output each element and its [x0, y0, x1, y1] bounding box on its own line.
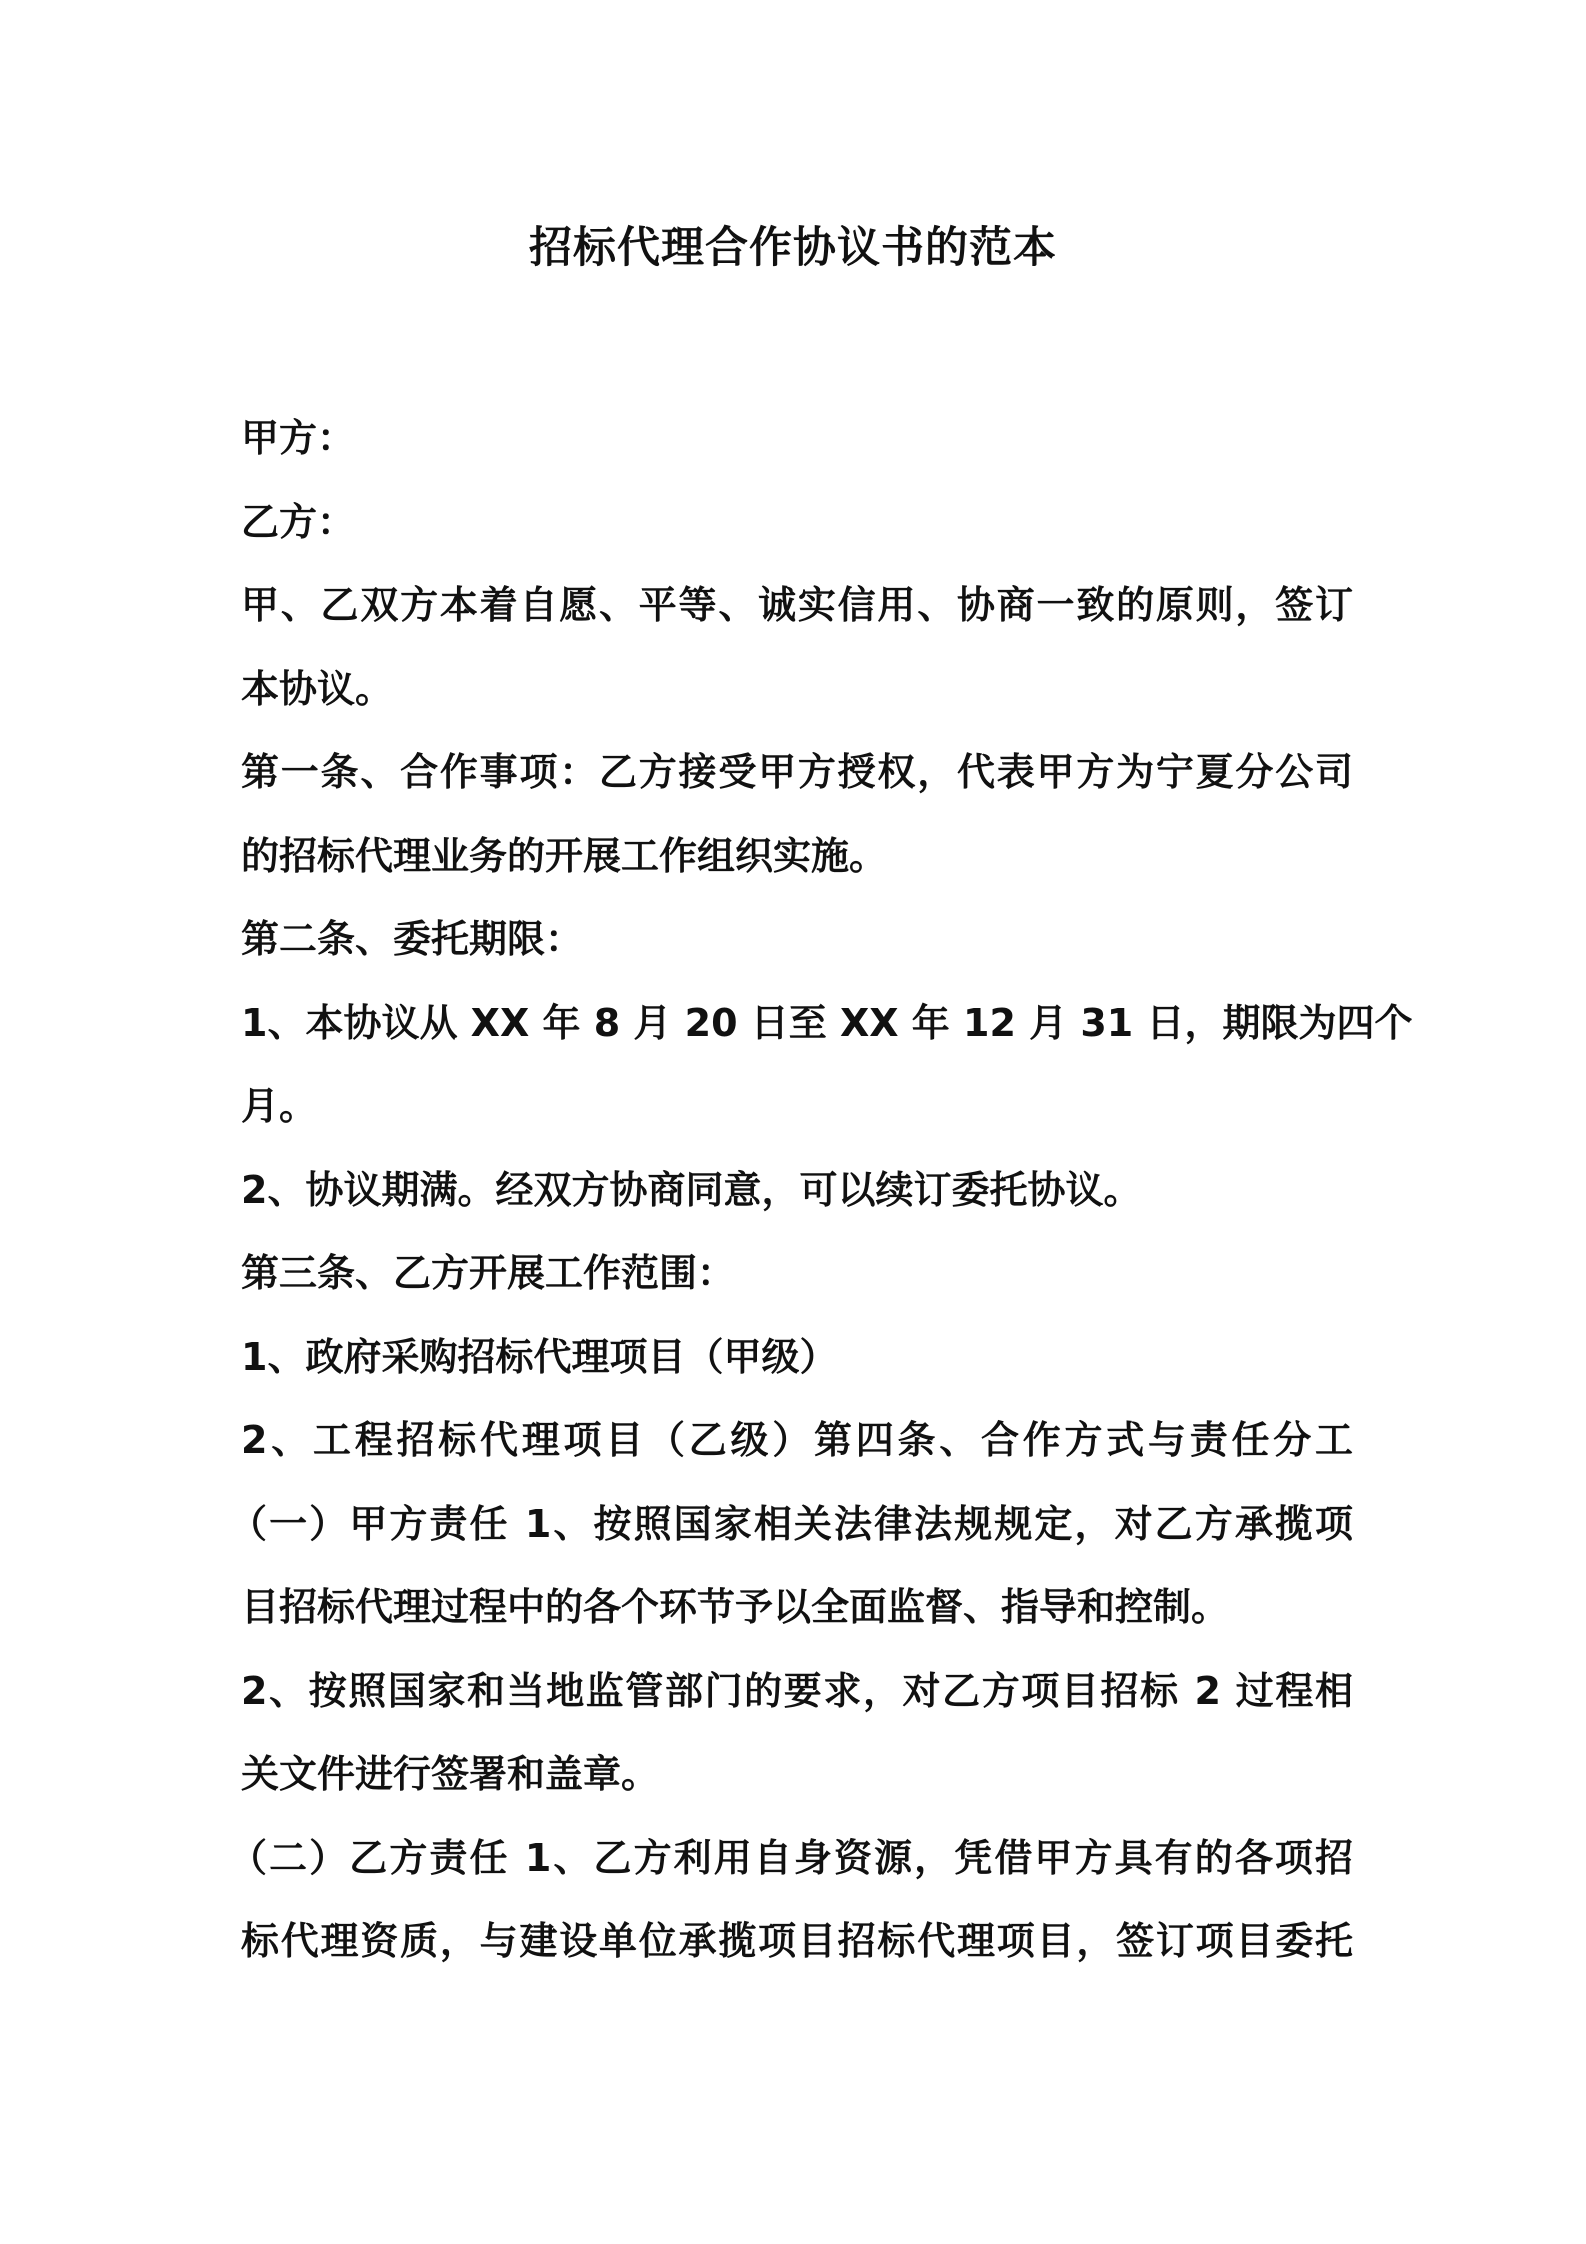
party-b-duty-line-1: （二）乙方责任 1、乙方利用自身资源，凭借甲方具有的各项招 [229, 1835, 1353, 1880]
document-body [229, 397, 1413, 1984]
article-1-line-2: 的招标代理业务的开展工作组织实施。 [241, 833, 888, 878]
preamble-line-1: 甲、乙双方本着自愿、平等、诚实信用、协商一致的原则，签订 [241, 583, 1353, 627]
article-2-item-1-line-2: 月。 [241, 1084, 318, 1128]
party-a-duty-line-1: （一）甲方责任 1、按照国家相关法律法规规定，对乙方承揽项 [229, 1501, 1353, 1546]
article-2-item-2: 2、协议期满。经双方协商同意，可以续订委托协议。 [241, 1167, 1142, 1212]
party-b-line: 乙方： [241, 499, 356, 544]
article-2-heading: 第二条、委托期限： [241, 917, 584, 961]
article-1-line-1: 第一条、合作事项：乙方接受甲方授权，代表甲方为宁夏分公司 [241, 750, 1353, 794]
article-2-item-1-line-1: 1、本协议从 XX 年 8 月 20 日至 XX 年 12 月 31 日，期限为四个 [241, 1000, 1413, 1045]
article-3-heading: 第三条、乙方开展工作范围： [241, 1251, 736, 1295]
party-b-duty-line-2: 标代理资质，与建设单位承揽项目招标代理项目，签订项目委托 [241, 1919, 1353, 1963]
preamble-line-2: 本协议。 [241, 666, 394, 711]
party-a-duty-2-line-1: 2、按照国家和当地监管部门的要求，对乙方项目招标 2 过程相 [241, 1668, 1353, 1713]
party-a-duty-2-line-2: 关文件进行签署和盖章。 [241, 1752, 660, 1796]
article-3-item-2: 2、工程招标代理项目（乙级）第四条、合作方式与责任分工 [241, 1418, 1353, 1462]
party-a-line: 甲方： [241, 416, 356, 460]
document-title: 招标代理合作协议书的范本 [529, 223, 1057, 273]
party-a-duty-line-2: 目招标代理过程中的各个环节予以全面监督、指导和控制。 [241, 1585, 1230, 1629]
article-3-item-1: 1、政府采购招标代理项目（甲级） [241, 1334, 838, 1379]
